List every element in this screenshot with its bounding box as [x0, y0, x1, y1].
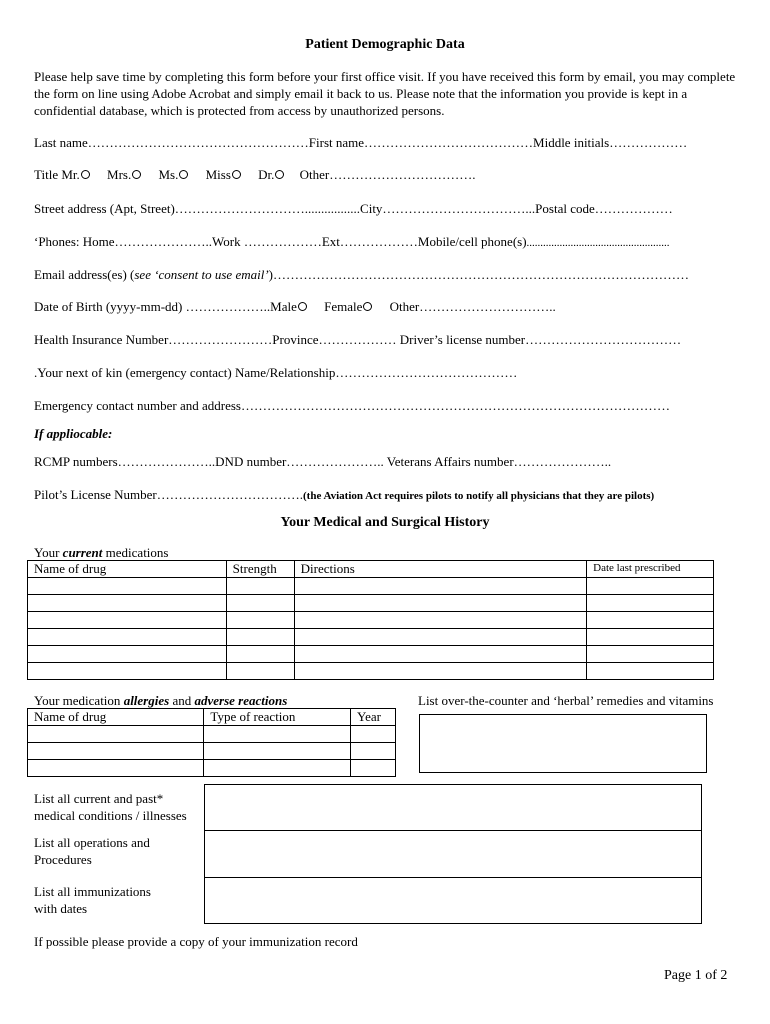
immunization-note: If possible please provide a copy of your immunization record: [34, 934, 358, 949]
col-date-last-prescribed: Date last prescribed: [587, 561, 714, 578]
emergency-contact-field-row[interactable]: Emergency contact number and address………………………………………………………………………………………: [34, 398, 670, 413]
page-number: Page 1 of 2: [664, 968, 728, 983]
col-reaction-type: Type of reaction: [204, 709, 351, 726]
title-label: Title Mr.: [34, 167, 80, 182]
page-title: Patient Demographic Data: [305, 37, 465, 52]
intro-paragraph: Please help save time by completing this form before your first office visit. If you have received this form by email, you may complete the form on line using Adobe Acrobat and simply email it back to us. Please note that the information you provide is kept in a confidential database, which is protected from access by unauthorized persons.: [34, 69, 736, 118]
phones-label: ‘Phones: Home…………………..Work ………………Ext………………Mobile/cell phone(s): [34, 234, 527, 249]
name-field-row[interactable]: Last name……………………………………………First name…………………………………Middle initials………………: [34, 135, 688, 150]
dob-field-row: [34, 299, 556, 315]
title-dr-label: Dr.: [258, 167, 275, 182]
col-name-of-drug: Name of drug: [28, 561, 227, 578]
female-label: Female: [324, 299, 363, 314]
title-field-row: [34, 167, 476, 183]
radio-male[interactable]: [298, 302, 307, 311]
col-strength: Strength: [226, 561, 294, 578]
table-row[interactable]: [28, 578, 714, 595]
col-directions: Directions: [294, 561, 587, 578]
address-field-row[interactable]: Street address (Apt, Street)………………………….................City……………………………...Postal code………………: [34, 201, 673, 216]
allergies-label: Your medication allergies and adverse reactions: [34, 693, 288, 708]
dob-label[interactable]: Date of Birth (yyyy-mm-dd) ………………..Male: [34, 299, 297, 314]
if-applicable-heading: If appliocable:: [34, 426, 113, 441]
title-ms-label: Ms.: [158, 167, 179, 182]
allergies-table: [27, 708, 396, 777]
insurance-field-row[interactable]: Health Insurance Number……………………Province……………… Driver’s license number………………………………: [34, 332, 682, 347]
history-heading: Your Medical and Surgical History: [280, 515, 490, 530]
current-medications-label: Your current medications: [34, 545, 169, 560]
rcmp-field-row[interactable]: RCMP numbers…………………..DND number………………….. Veterans Affairs number…………………..: [34, 454, 612, 469]
table-row[interactable]: [28, 726, 396, 743]
table-row[interactable]: [28, 760, 396, 777]
col-year: Year: [351, 709, 396, 726]
aviation-act-note: (the Aviation Act requires pilots to notify all physicians that they are pilots): [303, 490, 655, 502]
radio-mr[interactable]: [81, 170, 90, 179]
radio-dr[interactable]: [275, 170, 284, 179]
title-miss-label: Miss: [205, 167, 231, 182]
immunizations-label: List all immunizations with dates: [34, 884, 151, 916]
col-allergy-drug: Name of drug: [28, 709, 204, 726]
table-row[interactable]: [28, 629, 714, 646]
mobile-phone-field[interactable]: ....................................................: [526, 237, 670, 249]
table-row[interactable]: [28, 663, 714, 680]
email-consent-note: see ‘consent to use email’: [134, 267, 269, 282]
table-header-row: [28, 561, 714, 578]
table-header-row: [28, 709, 396, 726]
current-medications-table: [27, 560, 714, 680]
pilot-field-row[interactable]: [34, 487, 654, 503]
radio-miss[interactable]: [232, 170, 241, 179]
pilot-license-field[interactable]: Pilot’s License Number…………………………….: [34, 487, 304, 502]
radio-female[interactable]: [363, 302, 372, 311]
radio-ms[interactable]: [179, 170, 188, 179]
otc-remedies-field[interactable]: [419, 714, 707, 773]
operations-field[interactable]: [204, 830, 702, 878]
otc-remedies-label: List over-the-counter and ‘herbal’ remedies and vitamins: [418, 693, 714, 708]
email-field-row[interactable]: [34, 267, 689, 283]
next-of-kin-field-row[interactable]: .Your next of kin (emergency contact) Name/Relationship……………………………………: [34, 365, 518, 380]
phones-field-row[interactable]: [34, 234, 670, 250]
table-row[interactable]: [28, 595, 714, 612]
gender-other-field[interactable]: Other…………………………..: [389, 299, 556, 314]
table-row[interactable]: [28, 646, 714, 663]
operations-label: List all operations and Procedures: [34, 835, 150, 867]
email-field[interactable]: )……………………………………………………………………………………: [268, 267, 689, 282]
table-row[interactable]: [28, 612, 714, 629]
title-other-field[interactable]: Other…………………………….: [299, 167, 476, 182]
conditions-label: List all current and past* medical conditions / illnesses: [34, 791, 187, 823]
email-label: Email address(es) (: [34, 267, 135, 282]
conditions-field[interactable]: [204, 784, 702, 831]
immunizations-field[interactable]: [204, 877, 702, 924]
radio-mrs[interactable]: [132, 170, 141, 179]
table-row[interactable]: [28, 743, 396, 760]
title-mrs-label: Mrs.: [107, 167, 132, 182]
